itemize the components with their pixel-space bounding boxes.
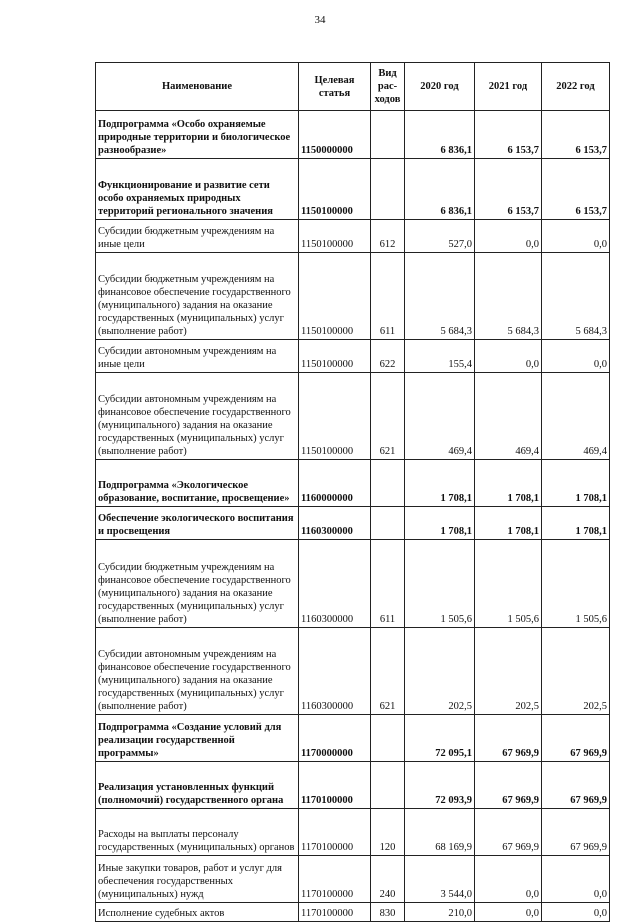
table-header-row bbox=[96, 63, 610, 111]
row-target-code: 1170100000 bbox=[299, 856, 371, 903]
row-value-2022: 1 505,6 bbox=[542, 540, 610, 628]
row-value-2020: 3 544,0 bbox=[405, 856, 475, 903]
header-2022: 2022 год bbox=[542, 63, 610, 111]
row-expense-kind: 621 bbox=[371, 628, 405, 715]
table-row bbox=[96, 507, 610, 540]
row-value-2020: 68 169,9 bbox=[405, 809, 475, 856]
row-expense-kind: 611 bbox=[371, 253, 405, 340]
row-name: Обеспечение экологического воспитания и просвещения bbox=[96, 507, 299, 540]
row-value-2021: 5 684,3 bbox=[475, 253, 542, 340]
row-target-code: 1170000000 bbox=[299, 715, 371, 762]
row-name: Субсидии автономным учреждениям на иные цели bbox=[96, 340, 299, 373]
row-value-2022: 6 153,7 bbox=[542, 159, 610, 220]
row-value-2020: 6 836,1 bbox=[405, 159, 475, 220]
table-row bbox=[96, 460, 610, 507]
row-target-code: 1160300000 bbox=[299, 507, 371, 540]
row-value-2022: 0,0 bbox=[542, 220, 610, 253]
table-row bbox=[96, 715, 610, 762]
row-value-2021: 1 708,1 bbox=[475, 507, 542, 540]
row-value-2021: 67 969,9 bbox=[475, 762, 542, 809]
row-value-2022: 67 969,9 bbox=[542, 809, 610, 856]
budget-table bbox=[95, 62, 610, 922]
row-name: Субсидии бюджетным учреждениям на иные цели bbox=[96, 220, 299, 253]
row-value-2020: 6 836,1 bbox=[405, 111, 475, 159]
row-value-2020: 72 093,9 bbox=[405, 762, 475, 809]
table-row bbox=[96, 111, 610, 159]
row-target-code: 1150100000 bbox=[299, 253, 371, 340]
row-target-code: 1150100000 bbox=[299, 340, 371, 373]
table-row bbox=[96, 340, 610, 373]
row-value-2021: 0,0 bbox=[475, 340, 542, 373]
row-target-code: 1160000000 bbox=[299, 460, 371, 507]
row-value-2021: 6 153,7 bbox=[475, 111, 542, 159]
row-value-2022: 202,5 bbox=[542, 628, 610, 715]
row-value-2021: 0,0 bbox=[475, 220, 542, 253]
header-code: Целевая статья bbox=[299, 63, 371, 111]
row-name: Субсидии бюджетным учреждениям на финансовое обеспечение государственного (муниципального) задания на оказание государственных (муниципальных) услуг (выполнение работ) bbox=[96, 540, 299, 628]
table-row bbox=[96, 220, 610, 253]
row-value-2021: 0,0 bbox=[475, 856, 542, 903]
row-value-2022: 1 708,1 bbox=[542, 507, 610, 540]
row-expense-kind: 622 bbox=[371, 340, 405, 373]
row-value-2021: 6 153,7 bbox=[475, 159, 542, 220]
row-value-2020: 210,0 bbox=[405, 903, 475, 922]
row-value-2022: 67 969,9 bbox=[542, 715, 610, 762]
header-name: Наименование bbox=[96, 63, 299, 111]
row-name: Функционирование и развитие сети особо охраняемых природных территорий регионального значения bbox=[96, 159, 299, 220]
row-name: Исполнение судебных актов bbox=[96, 903, 299, 922]
row-expense-kind: 621 bbox=[371, 373, 405, 460]
row-value-2021: 202,5 bbox=[475, 628, 542, 715]
row-expense-kind: 611 bbox=[371, 540, 405, 628]
table-row bbox=[96, 159, 610, 220]
row-name: Иные закупки товаров, работ и услуг для обеспечения государственных (муниципальных) нужд bbox=[96, 856, 299, 903]
table-row bbox=[96, 540, 610, 628]
row-name: Подпрограмма «Экологическое образование, воспитание, просвещение» bbox=[96, 460, 299, 507]
row-value-2020: 1 505,6 bbox=[405, 540, 475, 628]
row-value-2022: 0,0 bbox=[542, 856, 610, 903]
row-value-2022: 5 684,3 bbox=[542, 253, 610, 340]
row-value-2022: 469,4 bbox=[542, 373, 610, 460]
row-value-2022: 0,0 bbox=[542, 903, 610, 922]
header-kind: Вид рас-ходов bbox=[371, 63, 405, 111]
row-name: Подпрограмма «Создание условий для реализации государственной программы» bbox=[96, 715, 299, 762]
row-expense-kind bbox=[371, 715, 405, 762]
row-target-code: 1150100000 bbox=[299, 373, 371, 460]
table-row bbox=[96, 762, 610, 809]
row-value-2022: 6 153,7 bbox=[542, 111, 610, 159]
row-value-2021: 1 505,6 bbox=[475, 540, 542, 628]
header-2021: 2021 год bbox=[475, 63, 542, 111]
row-value-2020: 469,4 bbox=[405, 373, 475, 460]
row-value-2022: 67 969,9 bbox=[542, 762, 610, 809]
row-target-code: 1170100000 bbox=[299, 809, 371, 856]
row-target-code: 1160300000 bbox=[299, 540, 371, 628]
row-value-2020: 155,4 bbox=[405, 340, 475, 373]
row-value-2021: 0,0 bbox=[475, 903, 542, 922]
row-expense-kind: 612 bbox=[371, 220, 405, 253]
page-number: 34 bbox=[314, 14, 326, 26]
row-name: Подпрограмма «Особо охраняемые природные территории и биологическое разнообразие» bbox=[96, 111, 299, 159]
table-row bbox=[96, 856, 610, 903]
row-value-2021: 469,4 bbox=[475, 373, 542, 460]
row-target-code: 1150100000 bbox=[299, 159, 371, 220]
row-value-2020: 202,5 bbox=[405, 628, 475, 715]
row-value-2020: 1 708,1 bbox=[405, 460, 475, 507]
row-target-code: 1170100000 bbox=[299, 762, 371, 809]
row-value-2020: 5 684,3 bbox=[405, 253, 475, 340]
row-value-2021: 1 708,1 bbox=[475, 460, 542, 507]
row-expense-kind bbox=[371, 159, 405, 220]
row-name: Субсидии автономным учреждениям на финансовое обеспечение государственного (муниципального) задания на оказание государственных (муниципальных) услуг (выполнение работ) bbox=[96, 373, 299, 460]
row-expense-kind: 830 bbox=[371, 903, 405, 922]
row-value-2022: 1 708,1 bbox=[542, 460, 610, 507]
row-name: Расходы на выплаты персоналу государственных (муниципальных) органов bbox=[96, 809, 299, 856]
row-value-2021: 67 969,9 bbox=[475, 715, 542, 762]
table-row bbox=[96, 809, 610, 856]
row-name: Субсидии бюджетным учреждениям на финансовое обеспечение государственного (муниципального) задания на оказание государственных (муниципальных) услуг (выполнение работ) bbox=[96, 253, 299, 340]
row-name: Субсидии автономным учреждениям на финансовое обеспечение государственного (муниципального) задания на оказание государственных (муниципальных) услуг (выполнение работ) bbox=[96, 628, 299, 715]
header-2020: 2020 год bbox=[405, 63, 475, 111]
row-expense-kind bbox=[371, 762, 405, 809]
table-row bbox=[96, 373, 610, 460]
row-name: Реализация установленных функций (полномочий) государственного органа bbox=[96, 762, 299, 809]
row-value-2020: 72 095,1 bbox=[405, 715, 475, 762]
row-target-code: 1160300000 bbox=[299, 628, 371, 715]
row-expense-kind bbox=[371, 111, 405, 159]
row-target-code: 1150100000 bbox=[299, 220, 371, 253]
row-value-2020: 527,0 bbox=[405, 220, 475, 253]
row-value-2022: 0,0 bbox=[542, 340, 610, 373]
row-expense-kind bbox=[371, 507, 405, 540]
row-expense-kind bbox=[371, 460, 405, 507]
row-expense-kind: 240 bbox=[371, 856, 405, 903]
table-row bbox=[96, 253, 610, 340]
row-target-code: 1170100000 bbox=[299, 903, 371, 922]
row-expense-kind: 120 bbox=[371, 809, 405, 856]
table-row bbox=[96, 903, 610, 922]
row-value-2021: 67 969,9 bbox=[475, 809, 542, 856]
row-target-code: 1150000000 bbox=[299, 111, 371, 159]
row-value-2020: 1 708,1 bbox=[405, 507, 475, 540]
table-row bbox=[96, 628, 610, 715]
